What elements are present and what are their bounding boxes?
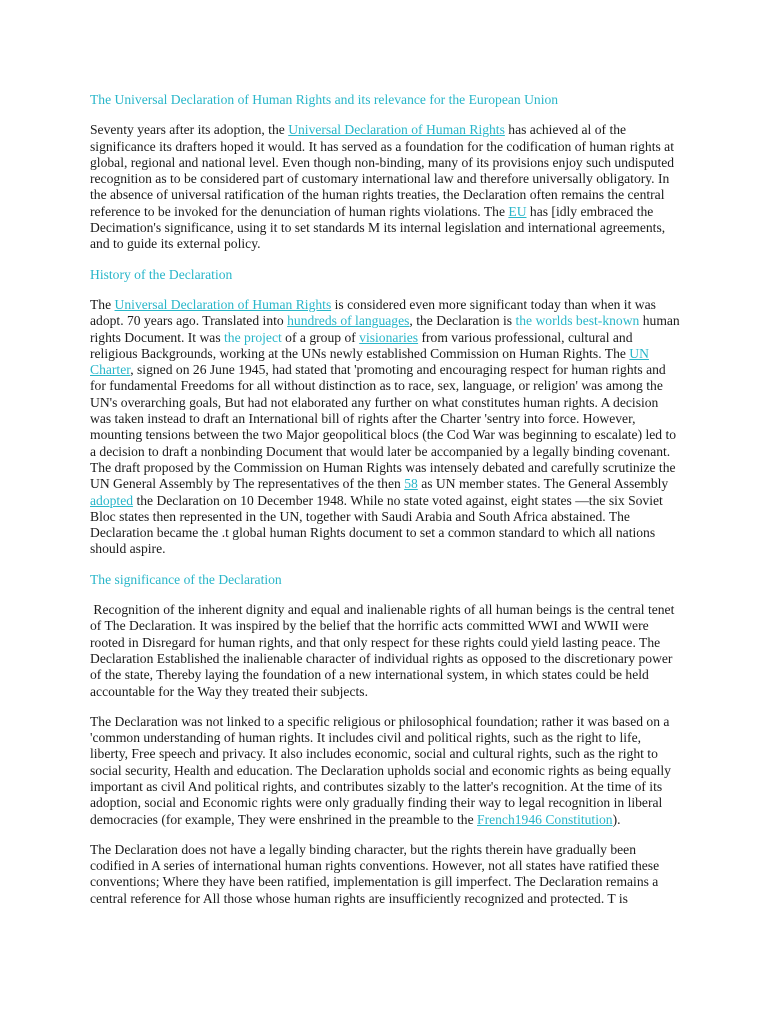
text-run: The Declaration does not have a legally binding character, but the rights therein have gradually been codified in A series of international human rights conventions. However, not all states have ratified these conventions; Where they have been ratified, implementation is gill imperfect. The Declaration remains a central reference for All those whose human rights are insufficiently recognized and protected. T is (90, 841, 660, 906)
text-run: the Declaration on 10 December 1948. While no state voted against, eight states —the six Soviet Bloc states then represented in the UN, together with Saudi Arabia and South Africa abstained. The Declaration became the .t global human Rights document to set a common standard to which all nations should aspire. (90, 492, 663, 557)
text-run: human rights Document. It was (90, 313, 680, 345)
document-title: The Universal Declaration of Human Rights and its relevance for the European Union (90, 92, 559, 107)
inline-link[interactable]: Universal Declaration of Human Rights (288, 122, 505, 138)
paragraph-intro (90, 122, 682, 252)
paragraph-significance-1 (90, 602, 682, 700)
text-run: ). (612, 811, 621, 827)
text-run: has achieved al of the significance its drafters hoped it would. It has served as a foundation for the codification of human rights at global, regional and national level. Even though non-binding, many of its provisions enjoy such undisputed recognition as to be considered part of customary international law and therefore universally obligatory. In the absence of universal ratification of the human rights treaties, the Declaration often remains the central reference to be invoked for the denunciation of human rights violations. The (90, 122, 675, 219)
inline-link[interactable]: French1946 Constitution (477, 811, 613, 827)
text-run: , the Declaration is (409, 313, 516, 329)
section-heading-history: History of the Declaration (90, 266, 233, 282)
text-run: The (90, 296, 115, 312)
text-run: is considered even more significant today than when it was adopt. 70 years ago. Translated into (90, 296, 656, 329)
text-run: from various professional, cultural and religious Backgrounds, working at the UNs newly established Commission on Human Rights. The (90, 329, 633, 361)
paragraph-history (90, 297, 682, 558)
inline-link[interactable]: visionaries (359, 329, 419, 345)
paragraph-significance-3 (90, 842, 682, 907)
text-run: , signed on 26 June 1945, had stated that 'promoting and encouraging respect for human rights and for fundamental Freedoms for all without distinction as to race, sex, language, or religion' was among the UN's overarching goals, But had not elaborated any further on what constitutes human rights. A decision was taken instead to draft an International bill of rights after the Charter 'sentry into force. However, mounting tensions between the two Major geopolitical blocs (the Cod War was beginning to escalate) led to a decision to draft a nonbinding Document that would later be accompanied by a legally binding covenant. The draft proposed by the Commission on Human Rights was intensely debated and carefully scrutinize the UN General Assembly by The representatives of the then (90, 362, 677, 492)
inline-link[interactable]: Universal Declaration of Human Rights (114, 296, 332, 312)
inline-link[interactable]: hundreds of languages (287, 313, 410, 329)
inline-link[interactable]: the project (224, 329, 282, 345)
inline-link[interactable]: adopted (90, 492, 134, 508)
inline-link[interactable]: UN Charter (90, 345, 649, 378)
inline-link[interactable]: the worlds best-known (515, 313, 640, 329)
paragraph-significance-2 (90, 714, 682, 828)
text-run: The Declaration was not linked to a specific religious or philosophical foundation; rather it was based on a 'common understanding of human rights. It includes civil and political rights, such as the right to life, liberty, Free speech and privacy. It also includes economic, social and cultural rights, such as the right to social security, Health and education. The Declaration upholds social and economic rights as being equally important as civil And political rights, and contributes sizably to the latter's recognition. At the time of its adoption, social and Economic rights were only gradually finding their way to legal recognition in liberal democracies (for example, They were enshrined in the preamble to the (90, 713, 671, 827)
text-run: of a group of (281, 329, 360, 345)
inline-link[interactable]: 58 (404, 476, 418, 492)
document-body (90, 92, 682, 921)
text-run: Recognition of the inherent dignity and equal and inalienable rights of all human beings is the central tenet of The Declaration. It was inspired by the belief that the horrific acts committed WWI and WWII were rooted in Disregard for human rights, and that only respect for these rights could yield lasting peace. The Declaration Established the inalienable character of individual rights as opposed to the discretionary power of the state, Thereby laying the foundation of a new international system, in which states could be held accountable for the Way they treated their subjects. (90, 602, 675, 699)
text-run: has [idly embraced the Decimation's significance, using it to set standards M its internal legislation and international agreements, and to guide its external policy. (90, 203, 666, 252)
inline-link[interactable]: EU (508, 203, 527, 219)
text-run: Seventy years after its adoption, the (90, 122, 289, 138)
section-heading-significance: The significance of the Declaration (90, 571, 282, 587)
text-run: as UN member states. The General Assembly (417, 476, 669, 492)
